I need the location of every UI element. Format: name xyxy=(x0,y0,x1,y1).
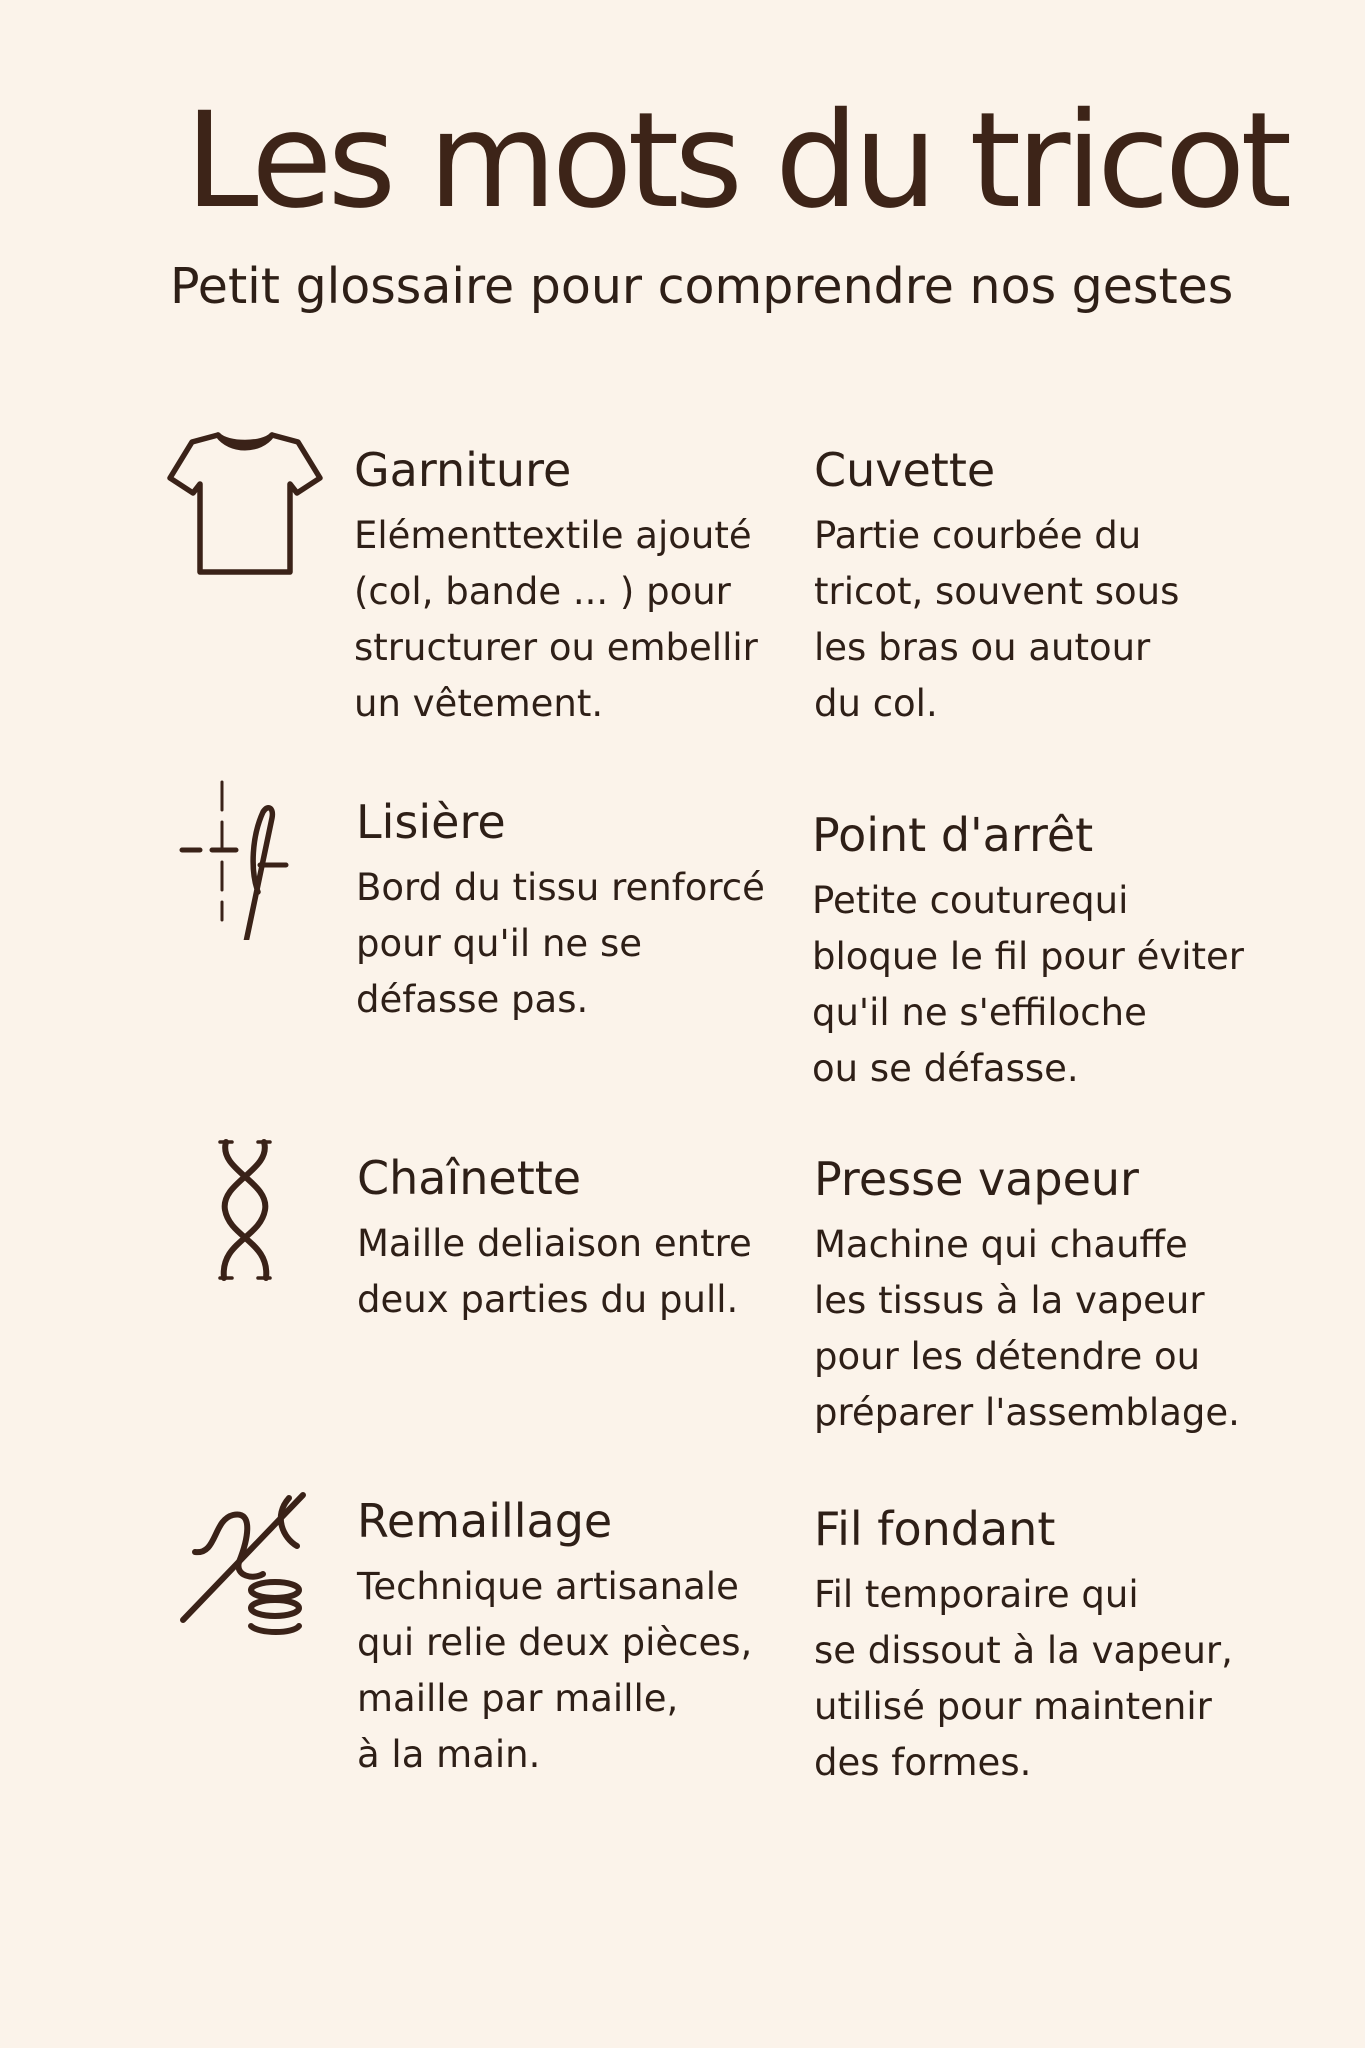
term-garniture: Garniture xyxy=(354,443,572,497)
definition-lisiere: Bord du tissu renforcé pour qu'il ne se défasse pas. xyxy=(356,866,765,1022)
glossary-entry-chainette xyxy=(357,1151,797,1328)
definition-presse-vapeur: Machine qui chauffe les tissus à la vapeur pour les détendre ou préparer l'assemblage. xyxy=(814,1223,1240,1435)
chain-stitch-icon xyxy=(160,1130,330,1300)
definition-point-darret: Petite couturequi bloque le fil pour éviter qu'il ne s'effiloche ou se défasse. xyxy=(812,879,1244,1091)
definition-garniture: Elémenttextile ajouté (col, bande ... ) pour structurer ou embellir un vêtement. xyxy=(354,514,758,726)
term-remaillage: Remaillage xyxy=(357,1494,613,1548)
glossary-entry-fil-fondant xyxy=(814,1502,1254,1791)
needle-thread-icon xyxy=(165,1480,335,1650)
term-chainette: Chaînette xyxy=(357,1151,582,1205)
tshirt-icon xyxy=(160,420,330,590)
term-fil-fondant: Fil fondant xyxy=(814,1502,1056,1556)
glossary-entry-lisiere xyxy=(356,795,796,1028)
term-cuvette: Cuvette xyxy=(814,443,996,497)
needle-seam-icon xyxy=(160,770,330,940)
glossary-entry-cuvette xyxy=(814,443,1254,732)
page-title: Les mots du tricot xyxy=(185,84,1288,238)
term-point-darret: Point d'arrêt xyxy=(812,808,1094,862)
definition-remaillage: Technique artisanale qui relie deux pièces, maille par maille, à la main. xyxy=(357,1565,753,1777)
page-subtitle: Petit glossaire pour comprendre nos gestes xyxy=(170,258,1234,315)
glossary-entry-point-darret xyxy=(812,808,1252,1097)
definition-fil-fondant: Fil temporaire qui se dissout à la vapeur, utilisé pour maintenir des formes. xyxy=(814,1573,1233,1785)
glossary-entry-presse-vapeur xyxy=(814,1152,1254,1441)
glossary-entry-remaillage xyxy=(357,1494,797,1783)
glossary-entry-garniture xyxy=(354,443,794,732)
term-lisiere: Lisière xyxy=(356,795,506,849)
definition-cuvette: Partie courbée du tricot, souvent sous les bras ou autour du col. xyxy=(814,514,1180,726)
term-presse-vapeur: Presse vapeur xyxy=(814,1152,1139,1206)
definition-chainette: Maille deliaison entre deux parties du pull. xyxy=(357,1222,752,1322)
